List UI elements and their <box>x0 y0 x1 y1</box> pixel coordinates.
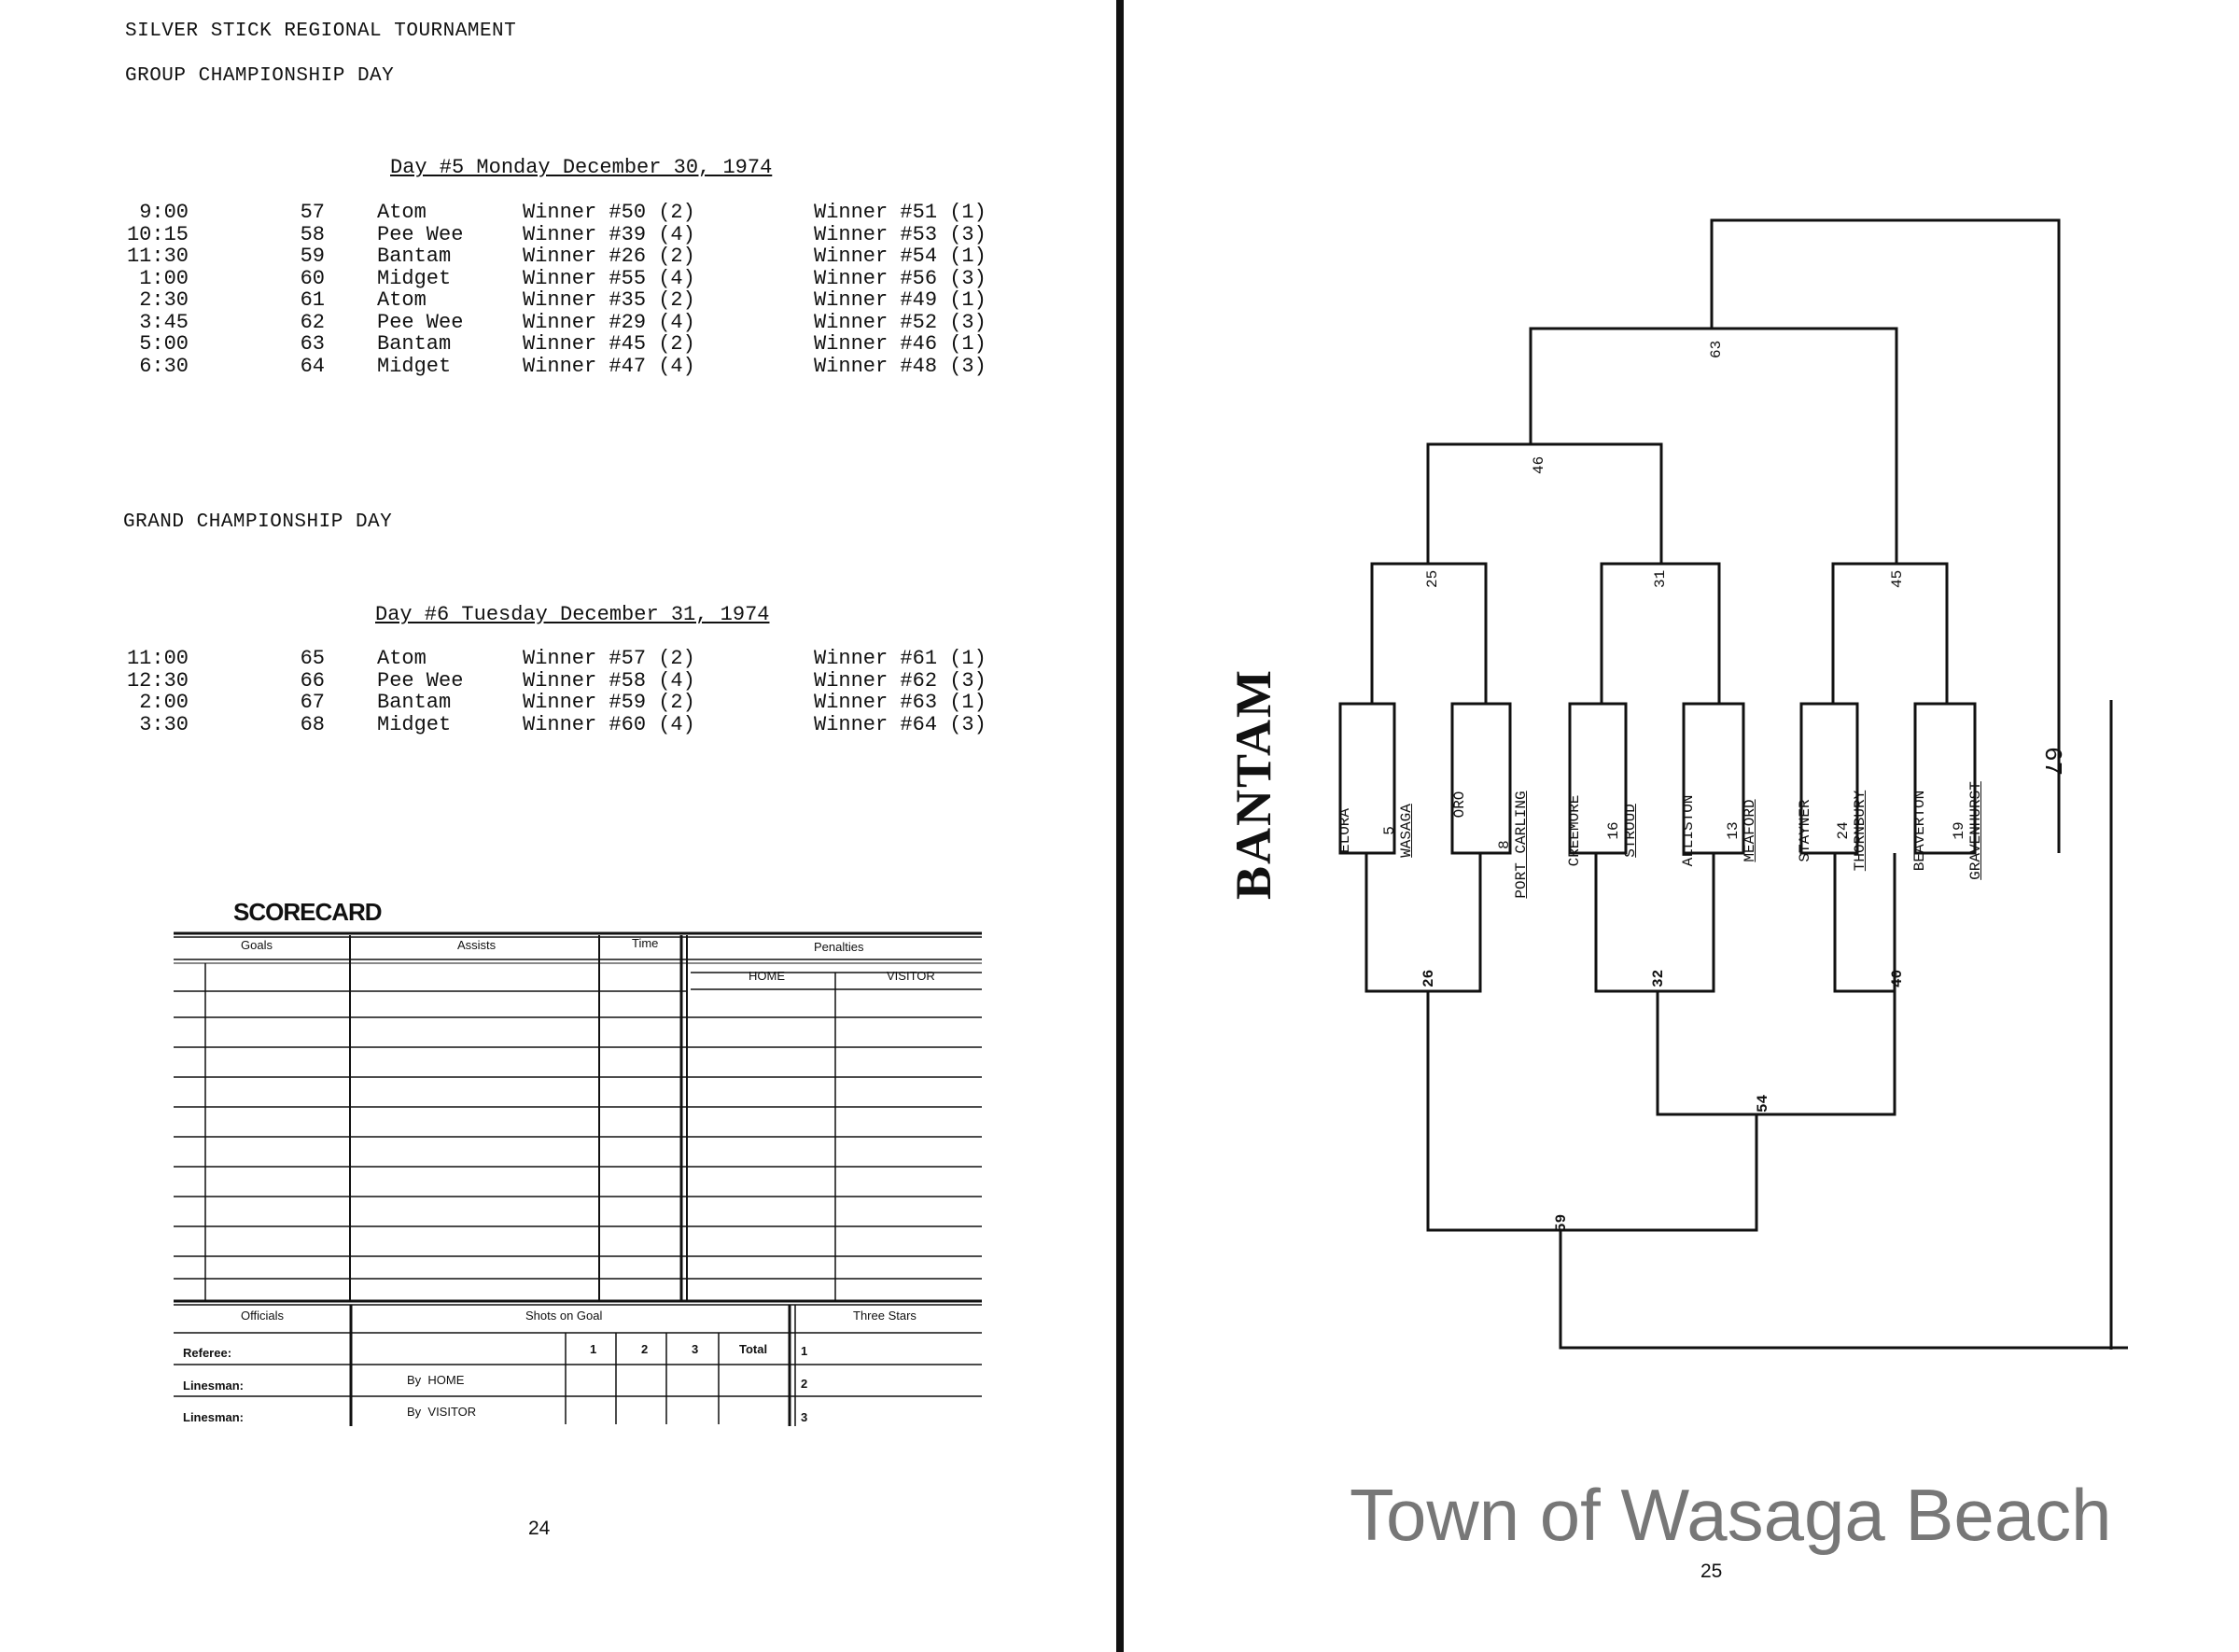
by-visitor-label: By VISITOR <box>407 1405 477 1419</box>
game-home-team: Winner #60 (4) <box>523 712 695 736</box>
team-name: PORT CARLING <box>1513 791 1530 899</box>
game-number: 62 <box>300 310 325 334</box>
team-name: GRAVENHURST <box>1967 781 1984 880</box>
game-division: Atom <box>377 288 427 312</box>
team-name: STAYNER <box>1797 799 1813 862</box>
game-number: 64 <box>300 354 325 378</box>
three-stars-header: Three Stars <box>853 1309 917 1323</box>
period-3-label: 3 <box>692 1342 699 1356</box>
period-2-label: 2 <box>641 1342 649 1356</box>
game-time: 12:30 <box>126 668 189 693</box>
goals-header: Goals <box>241 938 273 952</box>
period-1-label: 1 <box>590 1342 597 1356</box>
game-visitor-team: Winner #63 (1) <box>814 691 987 714</box>
visitor-header: VISITOR <box>887 969 935 983</box>
team-name: ALLISTON <box>1680 794 1697 867</box>
tournament-title: SILVER STICK REGIONAL TOURNAMENT <box>125 21 517 42</box>
game-number-label: 25 <box>1424 569 1441 588</box>
team-seed: 24 <box>1835 821 1852 840</box>
team-label <box>1336 808 1353 853</box>
game-home-team: Winner #50 (2) <box>523 201 695 224</box>
scorecard-title: SCORECARD <box>233 898 382 926</box>
game-number: 68 <box>300 712 325 736</box>
star-3-label: 3 <box>801 1410 808 1424</box>
game-number-label: 67 <box>2038 747 2066 777</box>
team-label <box>1680 795 1697 867</box>
game-home-team: Winner #39 (4) <box>523 222 695 246</box>
division-title: BANTAM <box>1225 668 1281 900</box>
game-visitor-team: Winner #48 (3) <box>814 354 987 378</box>
game-division: Bantam <box>377 691 452 714</box>
game-division: Pee Wee <box>377 668 464 693</box>
team-label <box>1835 791 1868 871</box>
game-time: 9:00 <box>139 201 189 224</box>
game-number-label: 26 <box>1420 969 1437 987</box>
team-name: ELORA <box>1336 807 1353 854</box>
game-division: Midget <box>377 354 452 378</box>
game-home-team: Winner #35 (2) <box>523 288 695 312</box>
game-visitor-team: Winner #52 (3) <box>814 310 987 334</box>
total-label: Total <box>739 1342 768 1356</box>
game-number-label: 59 <box>1553 1213 1570 1232</box>
game-number-label: 40 <box>1889 969 1906 987</box>
team-label <box>1911 791 1928 871</box>
game-number: 60 <box>300 266 325 290</box>
game-visitor-team: Winner #61 (1) <box>814 647 987 670</box>
game-home-team: Winner #55 (4) <box>523 266 695 290</box>
game-visitor-team: Winner #56 (3) <box>814 266 987 290</box>
game-home-team: Winner #47 (4) <box>523 354 695 378</box>
watermark-text: Town of Wasaga Beach <box>1350 1474 2112 1556</box>
game-division: Bantam <box>377 332 452 356</box>
day6-header: Day #6 Tuesday December 31, 1974 <box>375 603 770 626</box>
game-visitor-team: Winner #53 (3) <box>814 222 987 246</box>
home-header: HOME <box>749 969 785 983</box>
game-number: 67 <box>300 691 325 714</box>
team-name: MEAFORD <box>1742 799 1758 862</box>
day5-header: Day #5 Monday December 30, 1974 <box>390 156 773 179</box>
team-name: BEAVERTON <box>1911 790 1928 872</box>
team-seed: 19 <box>1951 821 1967 840</box>
game-home-team: Winner #58 (4) <box>523 668 695 693</box>
team-name: STROUD <box>1622 804 1639 858</box>
officials-header: Officials <box>241 1309 284 1323</box>
book-spine <box>1116 0 1124 1652</box>
by-home-label: By HOME <box>407 1373 465 1387</box>
game-number-label: 46 <box>1531 455 1547 474</box>
game-time: 2:00 <box>139 691 189 714</box>
game-number-label: 54 <box>1755 1094 1771 1113</box>
game-number: 66 <box>300 668 325 693</box>
linesman-label-2: Linesman: <box>183 1410 245 1424</box>
game-time: 5:00 <box>139 332 189 356</box>
game-division: Atom <box>377 201 427 224</box>
game-visitor-team: Winner #64 (3) <box>814 712 987 736</box>
game-time: 11:00 <box>126 647 189 670</box>
team-label <box>1725 799 1758 861</box>
game-home-team: Winner #59 (2) <box>523 691 695 714</box>
team-label <box>1451 791 1468 819</box>
team-seed: 5 <box>1381 826 1398 835</box>
game-number-label: 32 <box>1650 969 1667 987</box>
game-home-team: Winner #26 (2) <box>523 245 695 268</box>
assists-header: Assists <box>457 938 497 952</box>
penalties-header: Penalties <box>814 940 864 954</box>
game-time: 3:30 <box>139 712 189 736</box>
team-name: ORO <box>1451 791 1468 819</box>
game-division: Bantam <box>377 245 452 268</box>
game-visitor-team: Winner #54 (1) <box>814 245 987 268</box>
team-seed: 16 <box>1605 821 1622 840</box>
game-home-team: Winner #57 (2) <box>523 647 695 670</box>
game-division: Midget <box>377 266 452 290</box>
game-number: 65 <box>300 647 325 670</box>
team-label <box>1566 795 1583 867</box>
team-seed: 13 <box>1725 821 1742 840</box>
game-time: 1:00 <box>139 266 189 290</box>
star-1-label: 1 <box>801 1344 808 1358</box>
team-label <box>1496 791 1530 898</box>
game-number: 58 <box>300 222 325 246</box>
game-number-label: 63 <box>1708 340 1725 358</box>
team-label <box>1381 804 1415 858</box>
game-visitor-team: Winner #46 (1) <box>814 332 987 356</box>
game-time: 11:30 <box>126 245 189 268</box>
team-label <box>1605 804 1639 858</box>
linesman-label-1: Linesman: <box>183 1379 245 1393</box>
time-header: Time <box>632 936 659 950</box>
shots-on-goal-header: Shots on Goal <box>525 1309 603 1323</box>
team-name: WASAGA <box>1398 804 1415 858</box>
game-time: 6:30 <box>139 354 189 378</box>
team-name: CREEMORE <box>1566 794 1583 867</box>
game-home-team: Winner #29 (4) <box>523 310 695 334</box>
team-name: THORNBURY <box>1852 790 1868 872</box>
star-2-label: 2 <box>801 1377 808 1391</box>
team-label <box>1797 799 1813 861</box>
game-number: 57 <box>300 201 325 224</box>
game-visitor-team: Winner #51 (1) <box>814 201 987 224</box>
group-championship-title: GROUP CHAMPIONSHIP DAY <box>125 65 395 87</box>
page-number-right: 25 <box>1700 1561 1723 1582</box>
game-time: 3:45 <box>139 310 189 334</box>
game-time: 10:15 <box>126 222 189 246</box>
game-number-label: 31 <box>1652 569 1669 588</box>
game-visitor-team: Winner #62 (3) <box>814 668 987 693</box>
bantam-bracket <box>1288 187 2147 1381</box>
game-home-team: Winner #45 (2) <box>523 332 695 356</box>
scorecard-grid <box>168 924 989 1428</box>
page-number-left: 24 <box>528 1518 551 1539</box>
referee-label: Referee: <box>183 1346 232 1360</box>
team-seed: 8 <box>1496 840 1513 849</box>
game-visitor-team: Winner #49 (1) <box>814 288 987 312</box>
team-label <box>1951 781 1984 880</box>
game-division: Atom <box>377 647 427 670</box>
game-number-label: 45 <box>1889 569 1906 588</box>
game-number: 63 <box>300 332 325 356</box>
game-division: Pee Wee <box>377 310 464 334</box>
game-number: 61 <box>300 288 325 312</box>
game-division: Midget <box>377 712 452 736</box>
game-number: 59 <box>300 245 325 268</box>
game-time: 2:30 <box>139 288 189 312</box>
grand-championship-title: GRAND CHAMPIONSHIP DAY <box>123 511 393 533</box>
game-division: Pee Wee <box>377 222 464 246</box>
